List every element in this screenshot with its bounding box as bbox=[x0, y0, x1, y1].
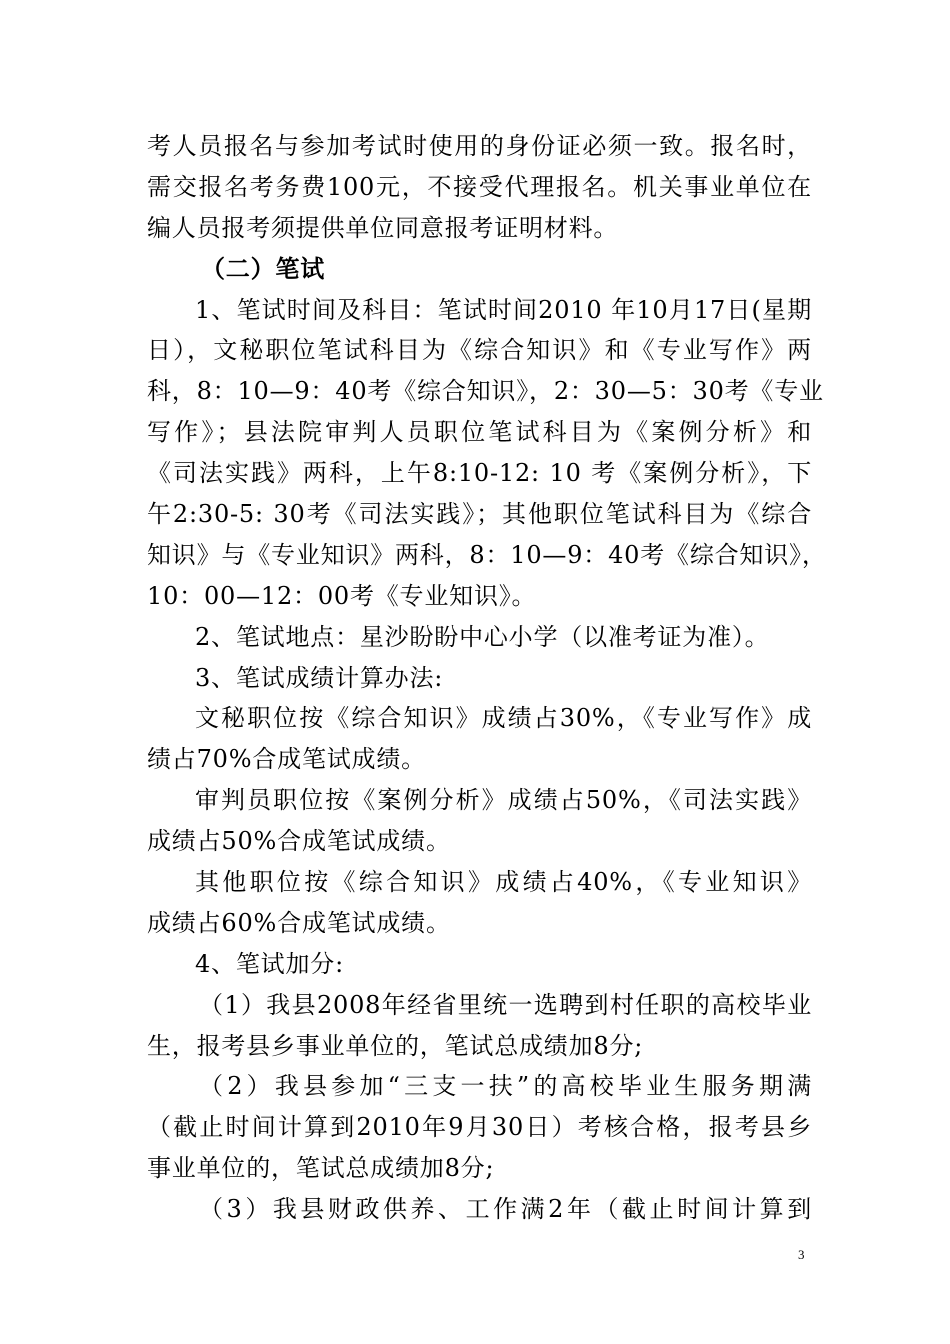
paragraph-line: 2、笔试地点：星沙盼盼中心小学（以准考证为准）。 bbox=[195, 622, 770, 651]
paragraph-line: 《司法实践》两科，上午8:10-12: 10 考《案例分析》，下 bbox=[147, 459, 812, 488]
paragraph-line: 午2:30-5: 30考《司法实践》；其他职位笔试科目为《综合 bbox=[147, 500, 812, 529]
paragraph-line: 编人员报考须提供单位同意报考证明材料。 bbox=[147, 213, 619, 242]
paragraph-line: 日），文秘职位笔试科目为《综合知识》和《专业写作》两 bbox=[147, 336, 812, 365]
document-body bbox=[147, 126, 827, 1230]
paragraph-line: （1）我县2008年经省里统一选聘到村任职的高校毕业 bbox=[199, 990, 812, 1019]
paragraph-line: 文秘职位按《综合知识》成绩占30%，《专业写作》成 bbox=[195, 704, 812, 733]
paragraph-line: 1、笔试时间及科目：笔试时间2010 年10月17日(星期 bbox=[195, 295, 812, 324]
paragraph-line: （2）我县参加“三支一扶”的高校毕业生服务期满 bbox=[199, 1072, 812, 1101]
paragraph-line: 10：00—12：00考《专业知识》。 bbox=[147, 581, 537, 610]
paragraph-line: 需交报名考务费100元，不接受代理报名。机关事业单位在 bbox=[147, 172, 812, 201]
paragraph-line: 写作》；县法院审判人员职位笔试科目为《案例分析》和 bbox=[147, 418, 812, 447]
paragraph-line: 成绩占50%合成笔试成绩。 bbox=[147, 827, 451, 856]
paragraph-line: 知识》与《专业知识》两科，8：10—9：40考《综合知识》， bbox=[147, 540, 827, 569]
paragraph-line: 其他职位按《综合知识》成绩占40%，《专业知识》 bbox=[195, 868, 812, 897]
paragraph-line: （截止时间计算到2010年9月30日）考核合格，报考县乡 bbox=[147, 1113, 812, 1142]
paragraph-line: 成绩占60%合成笔试成绩。 bbox=[147, 908, 451, 937]
paragraph-line: 审判员职位按《案例分析》成绩占50%，《司法实践》 bbox=[195, 786, 812, 815]
page-number: 3 bbox=[798, 1247, 805, 1262]
paragraph-line: 考人员报名与参加考试时使用的身份证必须一致。报名时， bbox=[147, 132, 812, 160]
paragraph-line: 生，报考县乡事业单位的，笔试总成绩加8分; bbox=[147, 1031, 644, 1060]
paragraph-line: 4、笔试加分: bbox=[195, 949, 344, 978]
paragraph-line: （3）我县财政供养、工作满2年（截止时间计算到 bbox=[199, 1195, 812, 1224]
paragraph-line: 事业单位的，笔试总成绩加8分; bbox=[147, 1154, 495, 1183]
paragraph-line: 科，8：10—9：40考《综合知识》，2：30—5：30考《专业 bbox=[147, 377, 824, 406]
paragraph-line: 绩占70%合成笔试成绩。 bbox=[147, 745, 426, 774]
section-heading: （二）笔试 bbox=[201, 253, 325, 283]
paragraph-line: 3、笔试成绩计算办法: bbox=[195, 663, 444, 692]
